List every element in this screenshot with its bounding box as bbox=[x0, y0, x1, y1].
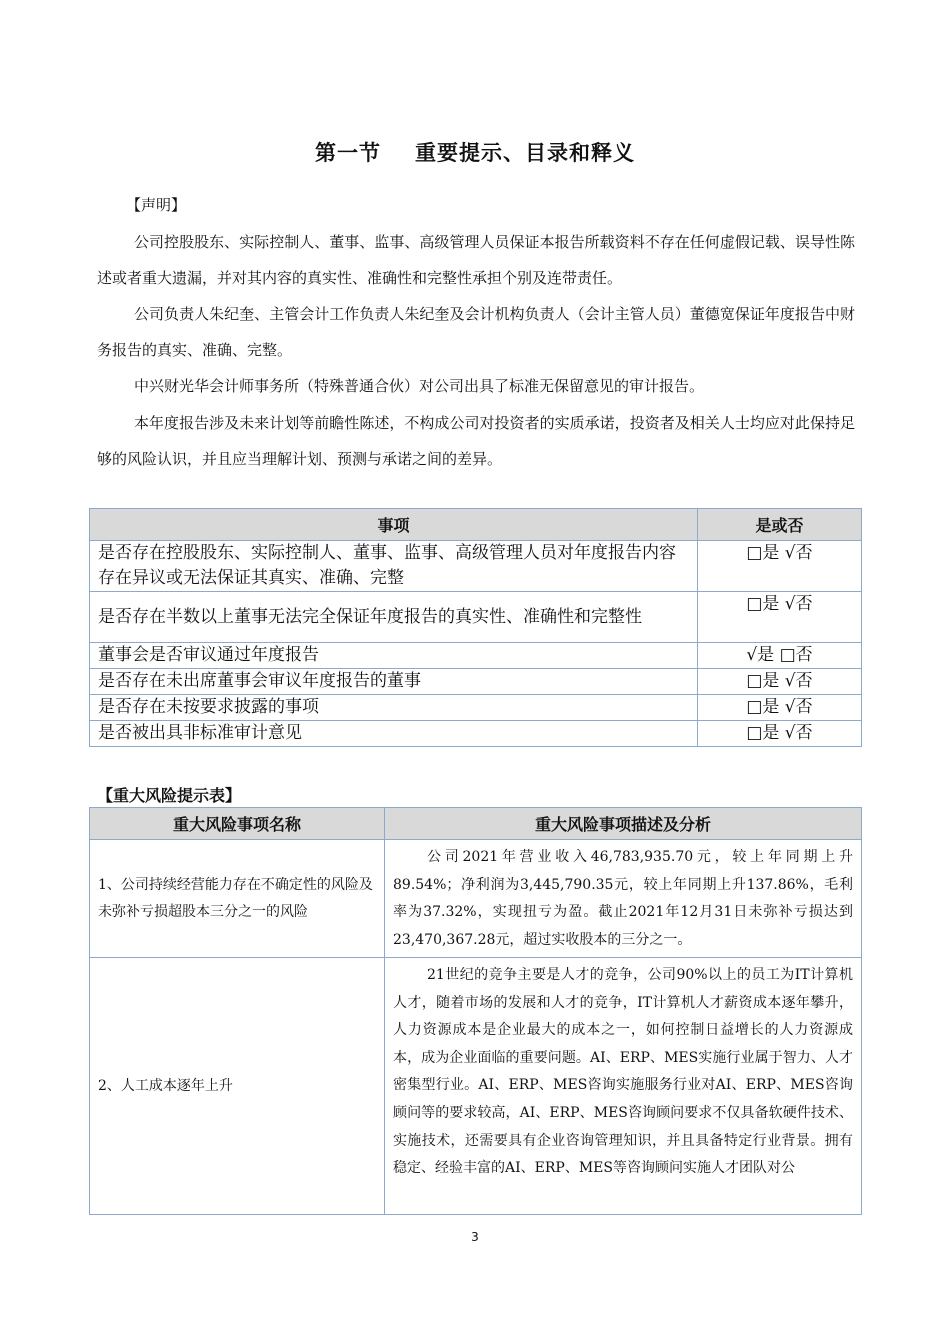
table-row bbox=[90, 695, 862, 721]
section-name: 重要提示、目录和释义 bbox=[415, 141, 635, 165]
declaration-paragraph-1: 公司控股股东、实际控制人、董事、监事、高级管理人员保证本报告所载资料不存在任何虚假记载、误导性陈述或者重大遗漏，并对其内容的真实性、准确性和完整性承担个别及连带责任。 bbox=[97, 233, 855, 287]
matter-item: 是否存在未按要求披露的事项 bbox=[90, 695, 698, 721]
declaration-paragraph-3: 中兴财光华会计师事务所（特殊普通合伙）对公司出具了标准无保留意见的审计报告。 bbox=[134, 377, 705, 395]
section-number: 第一节 bbox=[315, 141, 381, 165]
page-number: 3 bbox=[471, 1230, 479, 1244]
matter-item: 是否存在未出席董事会审议年度报告的董事 bbox=[90, 669, 698, 695]
risk-name: 2、人工成本逐年上升 bbox=[90, 958, 385, 1215]
matter-item: 董事会是否审议通过年度报告 bbox=[90, 643, 698, 669]
matter-item: 是否存在半数以上董事无法完全保证年度报告的真实性、准确性和完整性 bbox=[90, 592, 698, 643]
table-row bbox=[90, 592, 862, 643]
risk-header-description: 重大风险事项描述及分析 bbox=[385, 808, 862, 840]
matter-answer: □是 √否 bbox=[698, 669, 862, 695]
matter-answer: □是 √否 bbox=[698, 541, 862, 592]
risk-name: 1、公司持续经营能力存在不确定性的风险及未弥补亏损超股本三分之一的风险 bbox=[90, 840, 385, 958]
table-row bbox=[90, 643, 862, 669]
matter-answer: □是 √否 bbox=[698, 695, 862, 721]
matter-answer: □是 √否 bbox=[698, 592, 862, 643]
matters-header-answer: 是或否 bbox=[698, 509, 862, 541]
risk-section-label: 【重大风险提示表】 bbox=[97, 786, 242, 805]
page-title bbox=[0, 137, 950, 167]
declaration-paragraph-2: 公司负责人朱纪奎、主管会计工作负责人朱纪奎及会计机构负责人（会计主管人员）董德宽保证年度报告中财务报告的真实、准确、完整。 bbox=[97, 305, 855, 359]
risk-header-name: 重大风险事项名称 bbox=[90, 808, 385, 840]
table-row bbox=[90, 721, 862, 747]
table-row bbox=[90, 958, 862, 1215]
matters-table bbox=[89, 508, 862, 747]
matter-item: 是否存在控股股东、实际控制人、董事、监事、高级管理人员对年度报告内容存在异议或无法保证其真实、准确、完整 bbox=[90, 541, 698, 592]
declaration-label: 【声明】 bbox=[126, 196, 187, 214]
matters-table-header bbox=[90, 509, 862, 541]
declaration-paragraph-4: 本年度报告涉及未来计划等前瞻性陈述，不构成公司对投资者的实质承诺，投资者及相关人士均应对此保持足够的风险认识，并且应当理解计划、预测与承诺之间的差异。 bbox=[97, 414, 855, 468]
matter-answer: √是 □否 bbox=[698, 643, 862, 669]
table-row bbox=[90, 840, 862, 958]
risk-table bbox=[89, 807, 862, 1215]
matter-answer: □是 √否 bbox=[698, 721, 862, 747]
risk-description: 公司2021年营业收入46,783,935.70元，较上年同期上升89.54%；净利润为3,445,790.35元，较上年同期上升137.86%，毛利率为37.32%，实现扭亏为盈。截止2021年12月31日未弥补亏损达到23,470,367.28元，超过实收股本的三分之一。 bbox=[385, 840, 862, 958]
matter-item: 是否被出具非标准审计意见 bbox=[90, 721, 698, 747]
table-row bbox=[90, 541, 862, 592]
matters-header-item: 事项 bbox=[90, 509, 698, 541]
risk-description: 21世纪的竞争主要是人才的竞争，公司90%以上的员工为IT计算机人才，随着市场的发展和人才的竞争，IT计算机人才薪资成本逐年攀升，人力资源成本是企业最大的成本之一，如何控制日益增长的人力资源成本，成为企业面临的重要问题。AI、ERP、MES实施行业属于智力、人才密集型行业。AI、ERP、MES咨询实施服务行业对AI、ERP、MES咨询顾问等的要求较高，AI、ERP、MES咨询顾问要求不仅具备软硬件技术、实施技术，还需要具有企业咨询管理知识，并且具备特定行业背景。拥有稳定、经验丰富的AI、ERP、MES等咨询顾问实施人才团队对公 bbox=[385, 958, 862, 1215]
table-row bbox=[90, 669, 862, 695]
risk-table-header bbox=[90, 808, 862, 840]
